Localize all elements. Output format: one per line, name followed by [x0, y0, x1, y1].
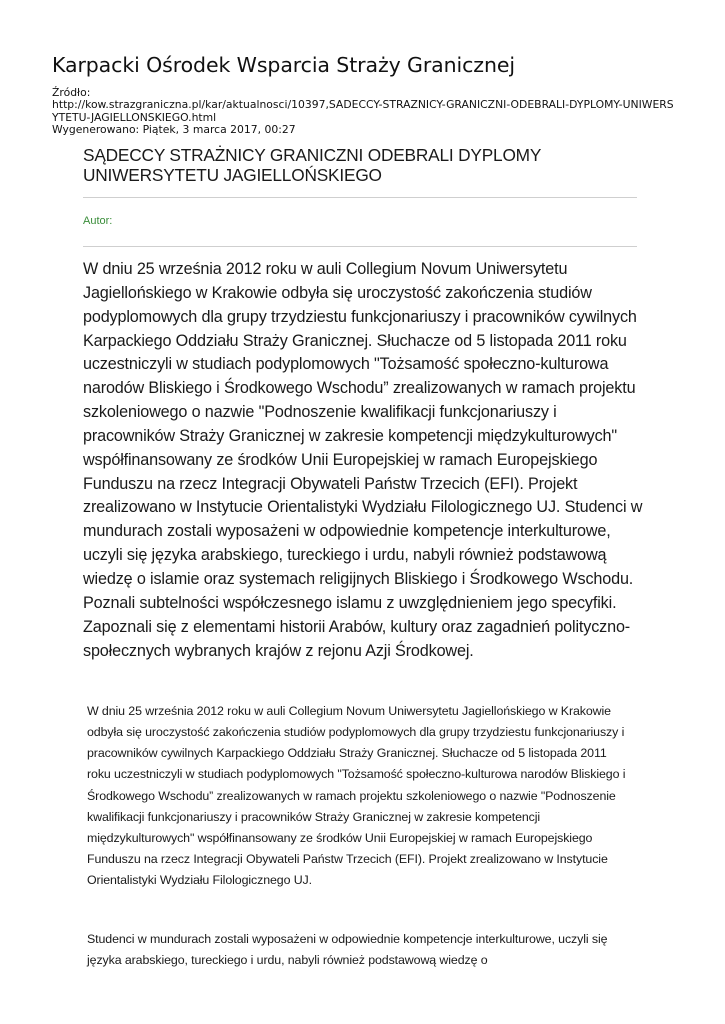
generated-date: Wygenerowano: Piątek, 3 marca 2017, 00:27 [52, 123, 296, 137]
author-divider [83, 246, 637, 247]
title-divider [83, 197, 637, 198]
source-url[interactable]: http://kow.strazgraniczna.pl/kar/aktualnosci/10397,SADECCY-STRAZNICY-GRANICZNI-ODEBRALI-DYPLOMY-UNIWERSYTETU-JAGIELLONSKIEGO.html [52, 98, 674, 124]
article-title: SĄDECCY STRAŻNICY GRANICZNI ODEBRALI DYPLOMY UNIWERSYTETU JAGIELLOŃSKIEGO [83, 145, 541, 185]
article-paragraph-1: W dniu 25 września 2012 roku w auli Collegium Novum Uniwersytetu Jagiellońskiego w Krakowie odbyła się uroczystość zakończenia studiów podyplomowych dla grupy trzydziestu funkcjonariuszy i pracowników cywilnych Karpackiego Oddziału Straży Granicznej. Słuchacze od 5 listopada 2011 roku uczestniczyli w studiach podyplomowych "Tożsamość społeczno-kulturowa narodów Bliskiego i Środkowego Wschodu” zrealizowanych w ramach projektu szkoleniowego o nazwie "Podnoszenie kwalifikacji funkcjonariuszy i pracowników Straży Granicznej w zakresie kompetencji międzykulturowych" współfinansowany ze środków Unii Europejskiej w ramach Europejskiego Funduszu na rzecz Integracji Obywateli Państw Trzecich (EFI). Projekt zrealizowano w Instytucie Orientalistyki Wydziału Filologicznego UJ. [87, 704, 626, 888]
article-paragraph-2: Studenci w mundurach zostali wyposażeni w odpowiednie kompetencje interkulturowe, uczyli się języka arabskiego, tureckiego i urdu, nabyli również podstawową wiedzę o [87, 932, 608, 968]
author-label: Autor: [83, 215, 113, 227]
site-title: Karpacki Ośrodek Wsparcia Straży Granicznej [52, 53, 515, 77]
document-meta [52, 87, 677, 137]
source-label: Źródło: [52, 86, 91, 99]
article-lead: W dniu 25 września 2012 roku w auli Collegium Novum Uniwersytetu Jagiellońskiego w Krakowie odbyła się uroczystość zakończenia studiów podyplomowych dla grupy trzydziestu funkcjonariuszy i pracowników cywilnych Karpackiego Oddziału Straży Granicznej. Słuchacze od 5 listopada 2011 roku uczestniczyli w studiach podyplomowych "Tożsamość społeczno-kulturowa narodów Bliskiego i Środkowego Wschodu” zrealizowanych w ramach projektu szkoleniowego o nazwie "Podnoszenie kwalifikacji funkcjonariuszy i pracowników Straży Granicznej w zakresie kompetencji międzykulturowych" współfinansowany ze środków Unii Europejskiej w ramach Europejskiego Funduszu na rzecz Integracji Obywateli Państw Trzecich (EFI). Projekt zrealizowano w Instytucie Orientalistyki Wydziału Filologicznego UJ. Studenci w mundurach zostali wyposażeni w odpowiednie kompetencje interkulturowe, uczyli się języka arabskiego, tureckiego i urdu, nabyli również podstawową wiedzę o islamie oraz systemach religijnych Bliskiego i Środkowego Wschodu. Poznali subtelności współczesnego islamu z uwzględnieniem jego specyfiki. Zapoznali się z elementami historii Arabów, kultury oraz zagadnień polityczno-społecznych wybranych krajów z rejonu Azji Środkowej. [83, 260, 643, 660]
